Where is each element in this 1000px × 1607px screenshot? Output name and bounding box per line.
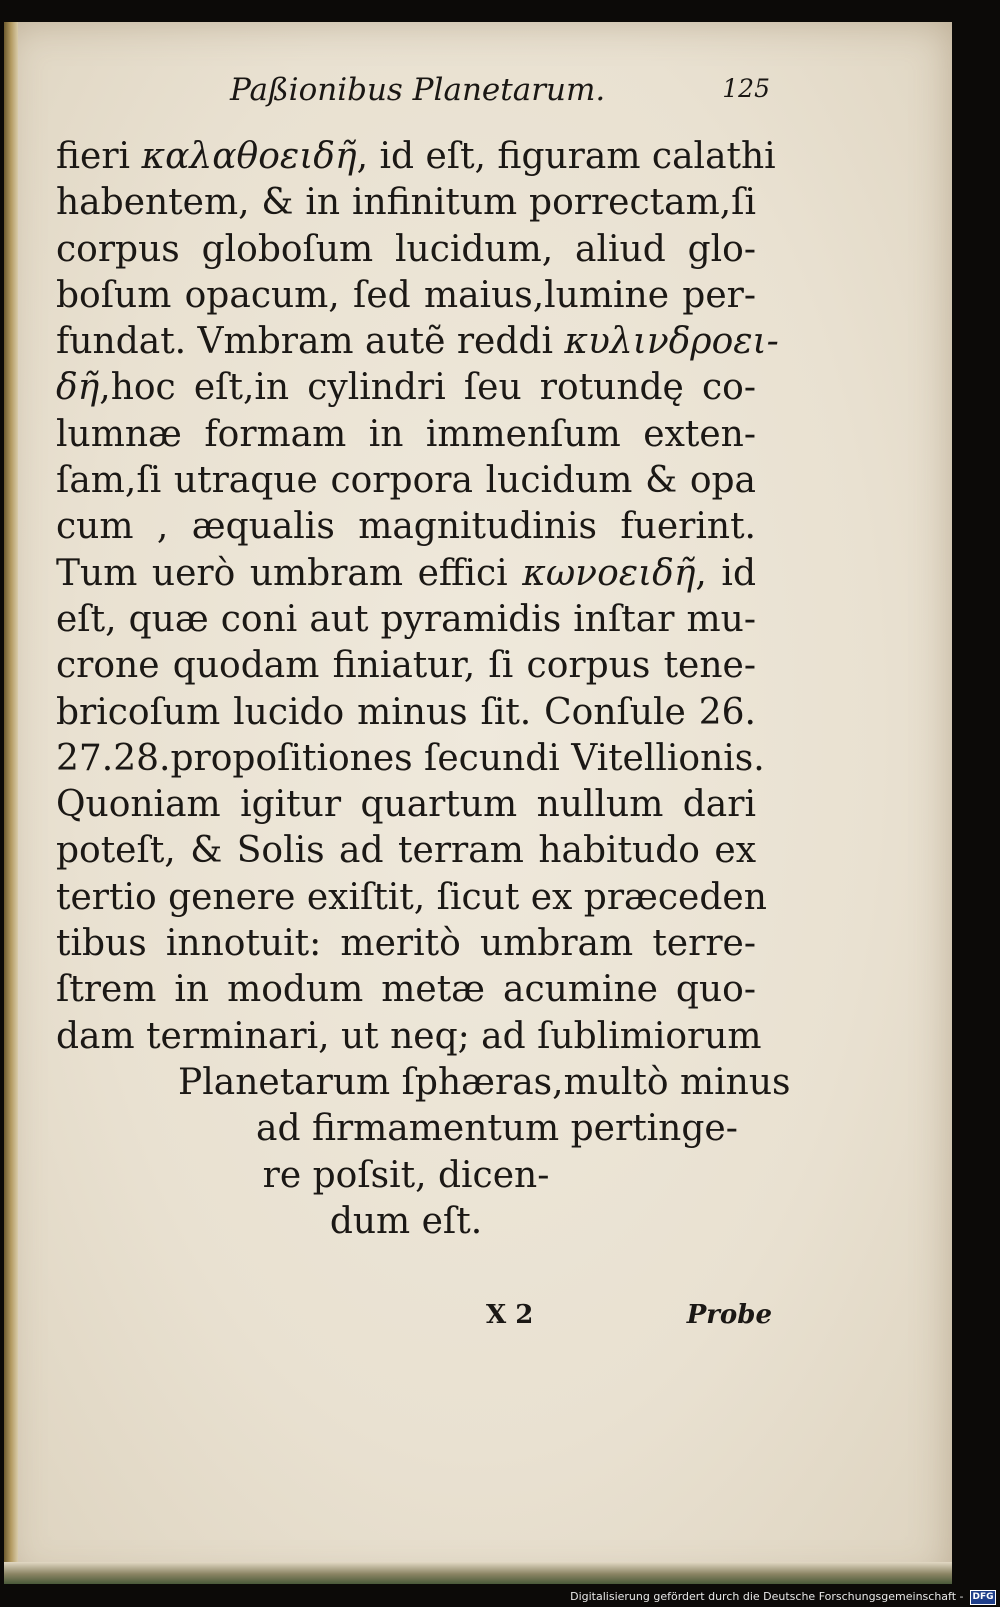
text-line: poteſt, & Solis ad terram habitudo ex [56,830,756,872]
greek-word: κυλινδροει- [564,321,779,363]
text-line-tapered: Planetarum ſphæras,multò minus [178,1061,791,1103]
text-line: Quoniam igitur quartum nullum dari [56,784,756,826]
digitization-credit [570,1589,996,1605]
text-line: ſam,ſi utraque corpora lucidum & opa [56,460,756,502]
text-line-tapered: dum eſt. [329,1200,483,1242]
greek-word: κωνοειδῆ [522,552,696,594]
body-text [56,134,791,1245]
credit-text: Digitalisierung gefördert durch die Deutsche Forschungsgemeinschaft - [570,1590,964,1603]
page-number: 125 [722,74,770,103]
text-line: δῆ,hoc eſt,in cylindri ſeu rotundę co- [56,367,756,409]
text-line: fieri καλαθοειδῆ, id eſt, figuram calathi [56,136,776,177]
signature-mark: X 2 [486,1300,534,1330]
text-line: ſtrem in modum metæ acumine quo- [56,969,756,1011]
text-line: crone quodam finiatur, ſi corpus tene- [56,645,756,687]
text-line: Tum uerò umbram effici κωνοειδῆ, id [56,552,756,594]
text-line-tapered: re poſsit, dicen- [262,1154,550,1196]
page-header [230,72,770,120]
text-line: fundat. Vmbram autẽ reddi κυλινδροει- [56,321,779,363]
text-line-tapered: ad firmamentum pertinge- [256,1108,738,1150]
dfg-logo: DFG [970,1590,996,1605]
greek-word: καλαθοειδῆ [141,136,357,177]
text-line: corpus globoſum lucidum, aliud glo- [56,228,756,270]
text-line: 27.28.propoſitiones ſecundi Vitellionis. [56,737,765,779]
text-line: habentem, & in infinitum porrectam,ſi [56,182,756,224]
catchword: Probe [686,1300,772,1330]
text-line: eſt, quæ coni aut pyramidis inſtar mu- [56,598,756,640]
book-page [4,22,952,1584]
text-line: boſum opacum, ſed maius,lumine per- [56,274,756,316]
book-spine-edge [4,22,18,1584]
text-line: dam terminari, ut neq; ad ſublimiorum [56,1015,762,1057]
greek-word: δῆ [56,367,100,409]
text-line: bricoſum lucido minus ſit. Conſule 26. [56,691,756,733]
text-line: lumnæ formam in immenſum exten- [56,413,756,455]
page-footer [486,1300,772,1340]
text-line: tertio genere exiſtit, ſicut ex præceden [56,876,767,918]
text-line: cum , æqualis magnitudinis fuerint. [56,506,756,548]
page-bottom-edge [4,1562,952,1584]
text-line: tibus innotuit: meritò umbram terre- [56,923,756,965]
running-head: Paßionibus Planetarum. [230,72,606,108]
